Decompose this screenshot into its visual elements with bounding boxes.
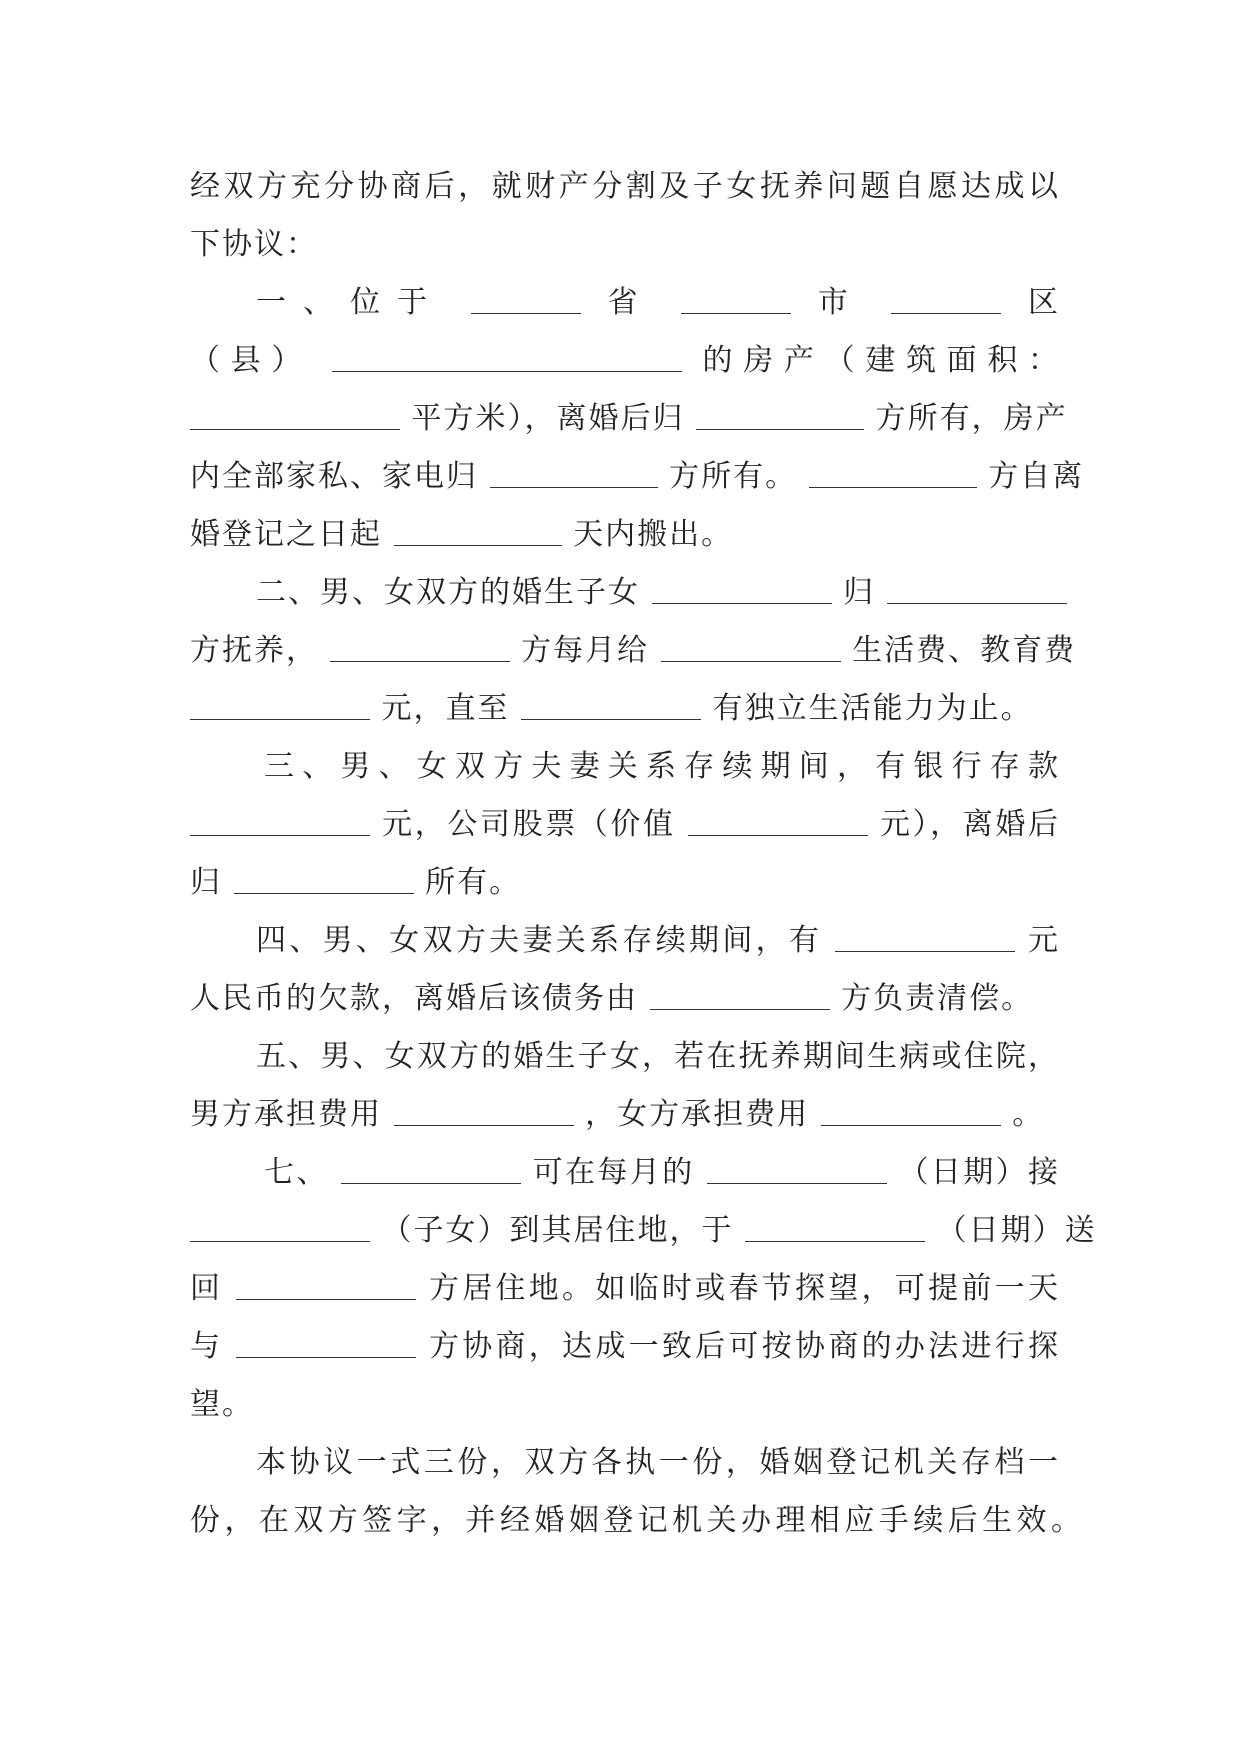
text-line [190,448,1085,506]
text-segment: 元），离婚后 [879,807,1060,842]
fill-in-blank[interactable] [887,569,1067,604]
text-segment: （子女）到其居住地，于 [381,1213,734,1248]
text-segment: （县） [190,343,313,378]
text-segment: 方自离 [988,459,1085,494]
text-segment: 省 [607,285,655,320]
text-segment: 可在每月的 [532,1155,695,1190]
text-line [256,1028,1060,1086]
text-segment: 方每月给 [521,633,650,668]
text-line [190,680,1060,738]
fill-in-blank[interactable] [330,627,510,662]
fill-in-blank[interactable] [661,627,841,662]
text-segment: 生活费、教育费 [852,633,1077,668]
text-segment: 婚登记之日起 [190,517,382,552]
text-segment: 方抚养， [190,633,318,668]
text-segment: 归 [190,865,222,900]
text-line [190,970,1060,1028]
text-line [264,738,1060,796]
text-segment: 望。 [190,1387,254,1422]
text-line [190,1376,1060,1434]
fill-in-blank[interactable] [234,859,414,894]
text-segment: 元，直至 [381,691,510,726]
fill-in-blank[interactable] [688,801,868,836]
text-segment: 元 [1028,923,1061,958]
text-segment: 方所有。 [669,459,798,494]
text-line [190,1202,1097,1260]
fill-in-blank[interactable] [745,1207,925,1242]
text-segment: 三、男、女双方夫妻关系存续期间，有银行存款 [264,749,1060,784]
fill-in-blank[interactable] [190,395,400,430]
fill-in-blank[interactable] [190,801,370,836]
fill-in-blank[interactable] [394,1091,574,1126]
fill-in-blank[interactable] [681,279,791,314]
text-segment: 平方米），离婚后归 [411,401,685,436]
text-segment: 份，在双方签字，并经婚姻登记机关办理相应手续后生效。 [190,1503,1083,1538]
text-segment: 人民币的欠款，离婚后该债务由 [190,981,638,1016]
text-segment: ，女方承担费用 [585,1097,810,1132]
fill-in-blank[interactable] [521,685,701,720]
text-segment: 的房产（建筑面积： [702,343,1061,378]
fill-in-blank[interactable] [835,917,1015,952]
fill-in-blank[interactable] [809,453,977,488]
text-line [190,854,1060,912]
text-segment: 所有。 [425,865,522,900]
text-segment: 一、位于 [256,285,445,320]
text-segment: 本协议一式三份，双方各执一份，婚姻登记机关存档一 [256,1445,1060,1480]
text-segment: （日期）接 [898,1155,1061,1190]
fill-in-blank[interactable] [696,395,864,430]
text-segment: 市 [817,285,865,320]
fill-in-blank[interactable] [332,337,682,372]
text-segment: 方负责清偿。 [841,981,1034,1016]
text-segment: 方居住地。如临时或春节探望，可提前一天 [428,1271,1060,1306]
text-line [256,274,1060,332]
text-segment: 二、男、女双方的婚生子女 [256,575,640,610]
text-line [190,1318,1060,1376]
text-line [190,216,1060,274]
text-line [190,1492,1083,1550]
fill-in-blank[interactable] [190,1207,370,1242]
text-line [256,564,1060,622]
text-segment: 归 [843,575,876,610]
fill-in-blank[interactable] [821,1091,1001,1126]
text-line [190,622,1077,680]
text-line [264,1144,1060,1202]
fill-in-blank[interactable] [471,279,581,314]
text-line [256,912,1060,970]
fill-in-blank[interactable] [891,279,1001,314]
text-segment: 七、 [264,1155,329,1190]
fill-in-blank[interactable] [490,453,658,488]
text-segment: 四、男、女双方夫妻关系存续期间，有 [256,923,823,958]
fill-in-blank[interactable] [394,511,562,546]
text-line [190,1086,1060,1144]
text-segment: 五、男、女双方的婚生子女，若在抚养期间生病或住院， [256,1039,1060,1074]
text-segment: 与 [190,1329,224,1364]
text-line [190,506,1060,564]
text-segment: 内全部家私、家电归 [190,459,478,494]
fill-in-blank[interactable] [707,1149,887,1184]
text-segment: 经双方充分协商后，就财产分割及子女抚养问题自愿达成以 [190,169,1060,204]
text-segment: 男方承担费用 [190,1097,382,1132]
fill-in-blank[interactable] [341,1149,521,1184]
text-segment: 方协商，达成一致后可按协商的办法进行探 [428,1329,1060,1364]
text-segment: 元，公司股票（价值 [382,807,676,842]
text-line [190,158,1060,216]
text-line [190,332,1060,390]
text-line [256,1434,1060,1492]
fill-in-blank[interactable] [650,975,830,1010]
fill-in-blank[interactable] [652,569,832,604]
text-segment: 。 [1012,1097,1045,1132]
text-segment: 回 [190,1271,224,1306]
text-segment: （日期）送 [936,1213,1097,1248]
text-line [190,390,1068,448]
text-segment: 区 [1028,285,1061,320]
text-segment: 方所有，房产 [875,401,1068,436]
fill-in-blank[interactable] [190,685,370,720]
text-line [190,796,1060,854]
text-segment: 下协议： [190,227,318,262]
text-segment: 有独立生活能力为止。 [712,691,1033,726]
fill-in-blank[interactable] [236,1323,416,1358]
fill-in-blank[interactable] [236,1265,416,1300]
text-segment: 天内搬出。 [573,517,734,552]
text-line [190,1260,1060,1318]
